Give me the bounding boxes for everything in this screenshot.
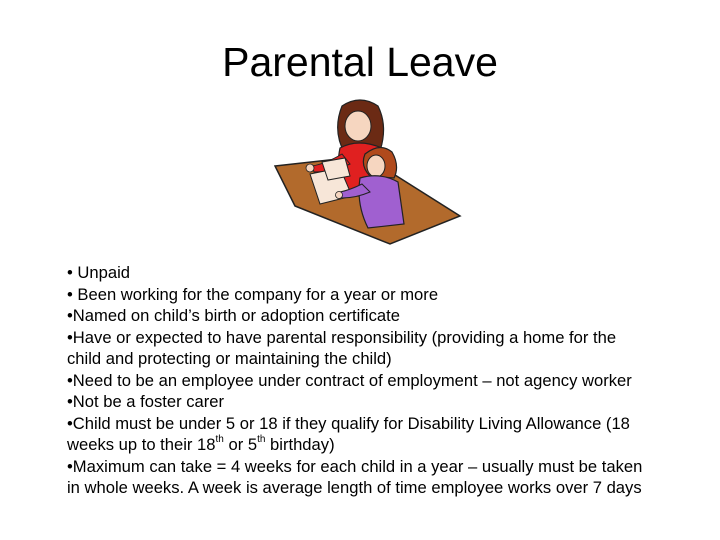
child-body xyxy=(359,176,404,228)
bullet-employee: •Need to be an employee under contract of employment – not agency worker xyxy=(67,370,632,390)
bullet-maximum: •Maximum can take = 4 weeks for each child in a year – usually must be taken xyxy=(67,456,643,476)
slide-title: Parental Leave xyxy=(222,39,498,85)
bullet-list xyxy=(67,262,707,499)
bullet-responsibility-cont: child and protecting or maintaining the child) xyxy=(67,349,392,368)
bullet-child-age: •Child must be under 5 or 18 if they qualify for Disability Living Allowance (18 xyxy=(67,413,630,433)
mother-face xyxy=(345,111,371,141)
bullet-responsibility: •Have or expected to have parental responsibility (providing a home for the xyxy=(67,327,617,347)
mother-hand xyxy=(306,164,314,172)
child-hand xyxy=(336,192,343,199)
bullet-child-age-cont: weeks up to their 18th or 5th birthday) xyxy=(67,434,335,454)
bullet-working-year: • Been working for the company for a year or more xyxy=(67,284,439,304)
bullet-certificate: •Named on child’s birth or adoption certificate xyxy=(67,306,400,325)
bullet-unpaid: • Unpaid xyxy=(67,263,131,282)
bullet-maximum-cont: in whole weeks. A week is average length of time employee works over 7 days xyxy=(67,478,642,497)
child-face xyxy=(367,155,385,177)
parent-child-clipart xyxy=(270,96,470,246)
bullet-foster: •Not be a foster carer xyxy=(67,392,225,411)
